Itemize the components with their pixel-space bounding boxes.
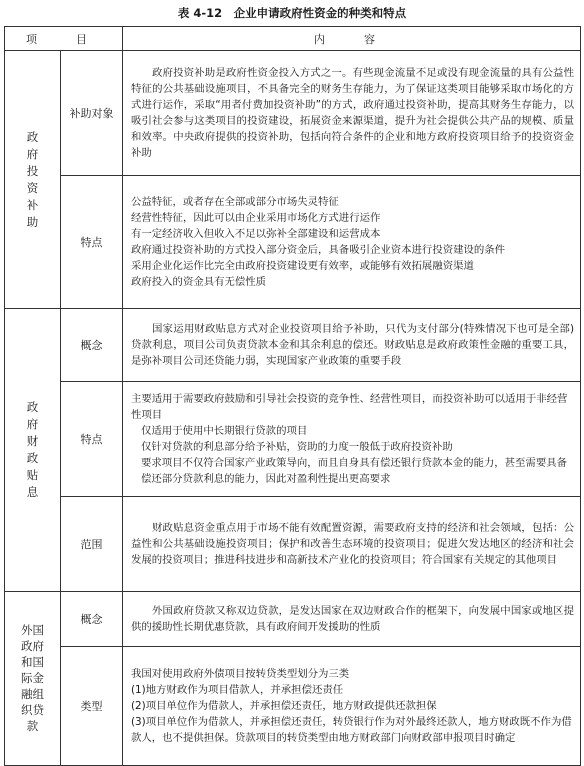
list-item: 经营性特征，因此可以由企业采用市场化方式进行运作: [131, 212, 381, 224]
list-item: 公益特征，或者存在全部或部分市场失灵特征: [131, 196, 339, 208]
list-item: (1)地方财政作为项目借款人，并承担偿还责任: [131, 684, 344, 696]
category-label: 政府财政贴息: [26, 400, 39, 499]
sub-item-cell: 补助对象: [61, 51, 123, 176]
list-item: (2)项目单位作为借款人，并承担偿还责任，地方财政提供还款担保: [131, 700, 437, 712]
header-content: 内 容: [123, 27, 581, 51]
list-item: 政府通过投资补助的方式投入部分资金后，具备吸引企业资本进行投资建设的条件: [131, 244, 506, 256]
header-row: [5, 27, 581, 51]
content-cell: [123, 176, 581, 309]
content-paragraph: 外国政府贷款又称双边贷款，是发达国家在双边财政合作的框架下，向发展中国家或地区提供的援助性长期优惠贷款，具有政府间开发援助的性质: [131, 605, 574, 633]
table-row: [5, 497, 581, 592]
sub-item-cell: 范围: [61, 497, 123, 592]
category-cell: [5, 309, 61, 592]
list-item: 主要适用于需要政府鼓励和引导社会投资的竞争性、经营性项目，而投资补助可以适用于非经营性项目: [131, 393, 568, 421]
table-row: [5, 647, 581, 766]
table-row: [5, 51, 581, 176]
funding-types-table: [4, 26, 581, 766]
list-item: 采用企业化运作比完全由政府投资建设更有效率，或能够有效拓展融资渠道: [131, 260, 474, 272]
table-row: [5, 382, 581, 497]
table-row: [5, 176, 581, 309]
content-paragraph: 财政贴息资金重点用于市场不能有效配置资源，需要政府支持的经济和社会领域，包括：公益性和公共基础设施投资项目；保护和改善生态环境的投资项目；促进欠发达地区的经济和社会发展的投资项目；推进科技进步和高新技术产业化的投资项目；符合国家有关规定的其他项目: [131, 522, 574, 566]
content-paragraph: 国家运用财政贴息方式对企业投资项目给予补助，只代为支付部分(特殊情况下也可是全部)贷款利息，项目公司负责贷款本金和其余利息的偿还。财政贴息是政府政策性金融的重要工具，是弥补项目公司还贷能力弱，实现国家产业政策的重要手段: [131, 323, 574, 367]
list-item: 仅针对贷款的利息部分给予补贴，资助的力度一般低于政府投资补助: [141, 441, 453, 453]
table-title: 表 4-12 企业申请政府性资金的种类和特点: [177, 6, 407, 20]
sub-item-cell: 类型: [61, 647, 123, 766]
list-item: 我国对使用政府外债项目按转贷类型划分为三类: [131, 668, 350, 680]
content-paragraph: 政府投资补助是政府性资金投入方式之一。有些现金流量不足或没有现金流量的具有公益性特征的公共基础设施项目，不具备完全的财务生存能力，为了保证这类项目能够采取市场化的方式进行运作，采取“用者付费加投资补助”的方式，政府通过投资补助，提高其财务生存能力，以吸引社会参与这类项目的投资建设，拓展资金来源渠道，提升为社会提供公共产品的规模、质量和效率。中央政府提供的投资补助，包括向符合条件的企业和地方政府投资项目给予的投资资金补助: [131, 67, 574, 159]
list-item: (3)项目单位作为借款人，并承担偿还责任，转贷银行作为对外最终还款人，地方财政既不作为借款人，也不提供担保。贷款项目的转贷类型由地方财政部门向财政部申报项目时确定: [131, 716, 572, 744]
content-cell: [123, 592, 581, 647]
list-item: 政府投入的资金具有无偿性质: [131, 276, 267, 288]
category-label: 外国政府和国际金融组织贷款: [21, 623, 44, 733]
header-item: 项 目: [5, 27, 123, 51]
list-item: 要求项目不仅符合国家产业政策导向，而且自身具有偿还银行贷款本金的能力，甚至需要具备偿还部分贷款利息的能力，因此对盈利性提出更高要求: [141, 457, 568, 485]
sub-item-cell: 特点: [61, 382, 123, 497]
list-item: 仅适用于使用中长期银行贷款的项目: [141, 425, 308, 437]
list-item: 有一定经济收入但收入不足以弥补全部建设和运营成本: [131, 228, 381, 240]
table-row: [5, 309, 581, 382]
category-label: 政府投资补助: [26, 129, 39, 229]
content-cell: [123, 382, 581, 497]
content-cell: [123, 51, 581, 176]
table-row: [5, 592, 581, 647]
category-cell: [5, 592, 61, 766]
content-cell: [123, 647, 581, 766]
content-cell: [123, 309, 581, 382]
sub-item-cell: 概念: [61, 592, 123, 647]
category-cell: [5, 51, 61, 309]
sub-item-cell: 概念: [61, 309, 123, 382]
content-cell: [123, 497, 581, 592]
sub-item-cell: 特点: [61, 176, 123, 309]
